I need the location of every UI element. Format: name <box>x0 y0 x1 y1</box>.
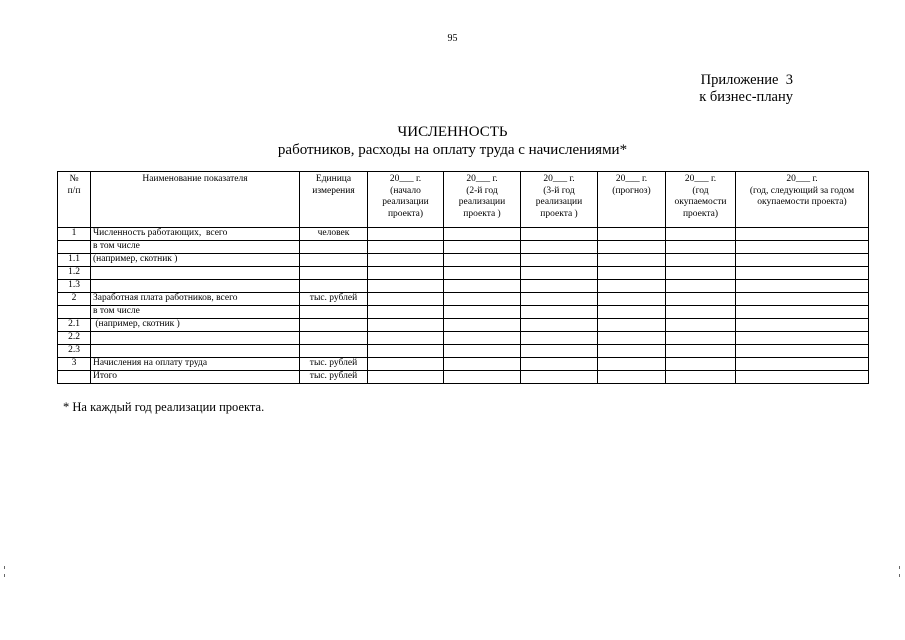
value-cell <box>666 267 736 280</box>
row-indicator-name <box>91 332 300 345</box>
row-unit: человек <box>300 228 368 241</box>
value-cell <box>368 228 444 241</box>
value-cell <box>368 280 444 293</box>
value-cell <box>521 371 598 384</box>
value-cell <box>444 267 521 280</box>
value-cell <box>598 254 666 267</box>
row-indicator-name <box>91 280 300 293</box>
document-subtitle: работников, расходы на оплату труда с начислениями* <box>277 142 628 158</box>
value-cell <box>598 228 666 241</box>
value-cell <box>598 280 666 293</box>
value-cell <box>368 319 444 332</box>
value-cell <box>666 306 736 319</box>
value-cell <box>368 332 444 345</box>
row-indicator-name: Численность работающих, всего <box>91 228 300 241</box>
appendix-line-1: Приложение 3 <box>700 72 793 88</box>
page-number: 95 <box>447 33 458 44</box>
table-header-row <box>58 172 869 228</box>
value-cell <box>666 319 736 332</box>
value-cell <box>666 345 736 358</box>
document-heading <box>0 123 905 159</box>
row-indicator-name: Начисления на оплату труда <box>91 358 300 371</box>
value-cell <box>368 371 444 384</box>
table-row <box>58 319 869 332</box>
table-row <box>58 371 869 384</box>
value-cell <box>444 319 521 332</box>
row-indicator-name: в том числе <box>91 306 300 319</box>
table-row <box>58 306 869 319</box>
value-cell <box>666 241 736 254</box>
table-row <box>58 345 869 358</box>
value-cell <box>598 306 666 319</box>
value-cell <box>521 293 598 306</box>
row-number <box>58 371 91 384</box>
value-cell <box>666 228 736 241</box>
row-indicator-name <box>91 267 300 280</box>
column-header: 20___ г. (прогноз) <box>598 172 666 228</box>
column-header: № п/п <box>58 172 91 228</box>
value-cell <box>521 345 598 358</box>
value-cell <box>444 371 521 384</box>
row-unit <box>300 267 368 280</box>
row-unit <box>300 306 368 319</box>
value-cell <box>444 306 521 319</box>
column-header: 20___ г. (год окупаемости проекта) <box>666 172 736 228</box>
scan-mark <box>899 566 900 569</box>
column-header: 20___ г. (начало реализации проекта) <box>368 172 444 228</box>
value-cell <box>666 371 736 384</box>
value-cell <box>368 345 444 358</box>
value-cell <box>368 358 444 371</box>
value-cell <box>666 293 736 306</box>
value-cell <box>521 280 598 293</box>
row-number: 2.1 <box>58 319 91 332</box>
value-cell <box>736 228 869 241</box>
column-header: 20___ г. (3-й год реализации проекта ) <box>521 172 598 228</box>
row-indicator-name <box>91 345 300 358</box>
row-unit: тыс. рублей <box>300 358 368 371</box>
row-unit <box>300 319 368 332</box>
scan-mark <box>4 566 5 569</box>
value-cell <box>444 228 521 241</box>
value-cell <box>368 267 444 280</box>
value-cell <box>598 293 666 306</box>
value-cell <box>444 358 521 371</box>
row-number: 2 <box>58 293 91 306</box>
row-unit <box>300 332 368 345</box>
row-indicator-name: в том числе <box>91 241 300 254</box>
value-cell <box>521 254 598 267</box>
column-header: 20___ г. (2-й год реализации проекта ) <box>444 172 521 228</box>
column-header: 20___ г. (год, следующий за годом окупаемости проекта) <box>736 172 869 228</box>
row-number: 1.1 <box>58 254 91 267</box>
value-cell <box>666 332 736 345</box>
value-cell <box>598 345 666 358</box>
value-cell <box>521 358 598 371</box>
value-cell <box>736 293 869 306</box>
value-cell <box>521 267 598 280</box>
footnote: * На каждый год реализации проекта. <box>63 400 265 414</box>
value-cell <box>444 254 521 267</box>
row-number: 3 <box>58 358 91 371</box>
value-cell <box>666 280 736 293</box>
staffing-table <box>57 171 869 384</box>
table-body <box>58 228 869 384</box>
value-cell <box>736 358 869 371</box>
value-cell <box>444 241 521 254</box>
row-number: 1.2 <box>58 267 91 280</box>
row-number <box>58 241 91 254</box>
value-cell <box>444 332 521 345</box>
value-cell <box>368 293 444 306</box>
value-cell <box>598 319 666 332</box>
table-row <box>58 332 869 345</box>
value-cell <box>736 241 869 254</box>
value-cell <box>598 332 666 345</box>
value-cell <box>521 241 598 254</box>
appendix-line-2: к бизнес-плану <box>699 89 793 105</box>
value-cell <box>444 293 521 306</box>
value-cell <box>444 280 521 293</box>
value-cell <box>736 345 869 358</box>
scan-mark <box>899 574 900 577</box>
column-header: Наименование показателя <box>91 172 300 228</box>
table-row <box>58 293 869 306</box>
value-cell <box>521 319 598 332</box>
table-row <box>58 267 869 280</box>
value-cell <box>736 306 869 319</box>
value-cell <box>666 254 736 267</box>
column-header: Единица измерения <box>300 172 368 228</box>
row-indicator-name: Заработная плата работников, всего <box>91 293 300 306</box>
row-number: 1.3 <box>58 280 91 293</box>
row-unit: тыс. рублей <box>300 371 368 384</box>
document-title: ЧИСЛЕННОСТЬ <box>397 124 508 140</box>
table-row <box>58 358 869 371</box>
table-row <box>58 254 869 267</box>
scan-mark <box>4 574 5 577</box>
row-indicator-name: (например, скотник ) <box>91 254 300 267</box>
table-row <box>58 228 869 241</box>
value-cell <box>521 228 598 241</box>
row-unit <box>300 241 368 254</box>
row-number <box>58 306 91 319</box>
value-cell <box>368 254 444 267</box>
row-indicator-name: (например, скотник ) <box>91 319 300 332</box>
value-cell <box>666 358 736 371</box>
value-cell <box>736 371 869 384</box>
table-row <box>58 280 869 293</box>
row-number: 1 <box>58 228 91 241</box>
value-cell <box>598 358 666 371</box>
appendix-label <box>699 72 793 106</box>
value-cell <box>598 267 666 280</box>
value-cell <box>736 254 869 267</box>
value-cell <box>521 332 598 345</box>
row-number: 2.3 <box>58 345 91 358</box>
row-indicator-name: Итого <box>91 371 300 384</box>
value-cell <box>736 319 869 332</box>
value-cell <box>521 306 598 319</box>
value-cell <box>736 280 869 293</box>
value-cell <box>598 371 666 384</box>
value-cell <box>368 306 444 319</box>
value-cell <box>598 241 666 254</box>
table-row <box>58 241 869 254</box>
value-cell <box>444 345 521 358</box>
row-unit <box>300 345 368 358</box>
row-number: 2.2 <box>58 332 91 345</box>
value-cell <box>736 332 869 345</box>
row-unit: тыс. рублей <box>300 293 368 306</box>
value-cell <box>368 241 444 254</box>
value-cell <box>736 267 869 280</box>
row-unit <box>300 280 368 293</box>
row-unit <box>300 254 368 267</box>
